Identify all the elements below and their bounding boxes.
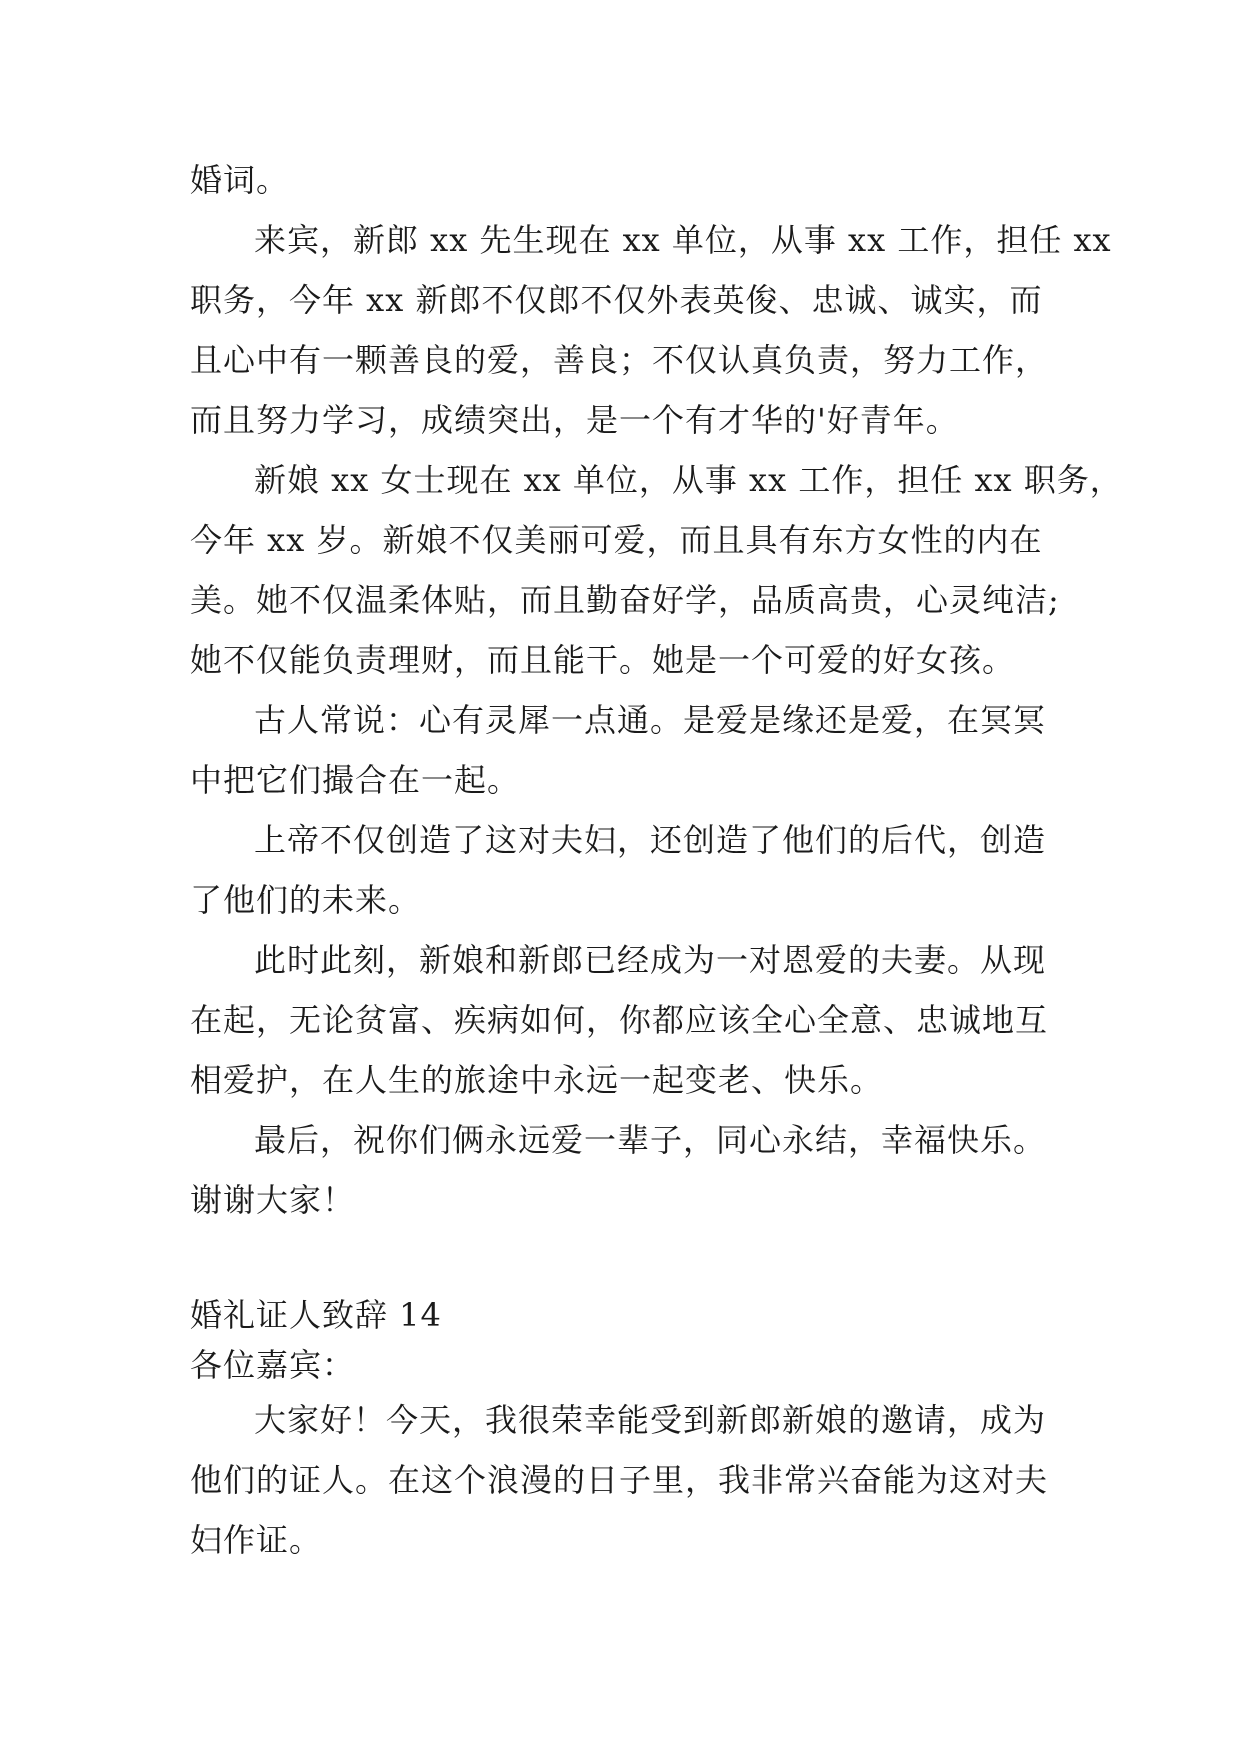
text-line: 且心中有一颗善良的爱，善良；不仅认真负责，努力工作，: [190, 341, 1049, 379]
text-line: 而且努力学习，成绩突出，是一个有才华的'好青年。: [190, 401, 959, 439]
text-line: 婚词。: [190, 161, 290, 199]
text-line: 中把它们撮合在一起。: [190, 761, 521, 799]
text-line: 在起，无论贫富、疾病如何，你都应该全心全意、忠诚地互: [190, 1001, 1049, 1039]
paragraph-first-line: 古人常说：心有灵犀一点通。是爱是缘还是爱，在冥冥: [254, 701, 1047, 739]
paragraph-first-line: 来宾，新郎 xx 先生现在 xx 单位，从事 xx 工作，担任 xx: [254, 221, 1112, 259]
paragraph-first-line: 此时此刻，新娘和新郎已经成为一对恩爱的夫妻。从现: [254, 941, 1047, 979]
text-line: 今年 xx 岁。新娘不仅美丽可爱，而且具有东方女性的内在: [190, 521, 1043, 559]
section-heading: 婚礼证人致辞 14: [190, 1296, 442, 1334]
paragraph-first-line: 上帝不仅创造了这对夫妇，还创造了他们的后代，创造: [254, 821, 1047, 859]
text-line: 美。她不仅温柔体贴，而且勤奋好学，品质高贵，心灵纯洁;: [190, 581, 1060, 619]
text-line: 职务，今年 xx 新郎不仅郎不仅外表英俊、忠诚、诚实，而: [190, 281, 1043, 319]
text-line: 相爱护，在人生的旅途中永远一起变老、快乐。: [190, 1061, 884, 1099]
text-line: 他们的证人。在这个浪漫的日子里，我非常兴奋能为这对夫: [190, 1461, 1049, 1499]
section-gap: [190, 1230, 1070, 1290]
text-line: 她不仅能负责理财，而且能干。她是一个可爱的好女孩。: [190, 641, 1016, 679]
paragraph-first-line: 最后，祝你们俩永远爱一辈子，同心永结，幸福快乐。: [254, 1121, 1047, 1159]
text-line: 了他们的未来。: [190, 881, 422, 919]
text-line: 谢谢大家！: [190, 1181, 356, 1219]
text-line: 妇作证。: [190, 1521, 323, 1559]
salutation: 各位嘉宾：: [190, 1346, 356, 1384]
document-page: [190, 150, 1123, 1570]
paragraph-first-line: 新娘 xx 女士现在 xx 单位，从事 xx 工作，担任 xx 职务，: [254, 461, 1123, 499]
paragraph-first-line: 大家好！今天，我很荣幸能受到新郎新娘的邀请，成为: [254, 1401, 1047, 1439]
